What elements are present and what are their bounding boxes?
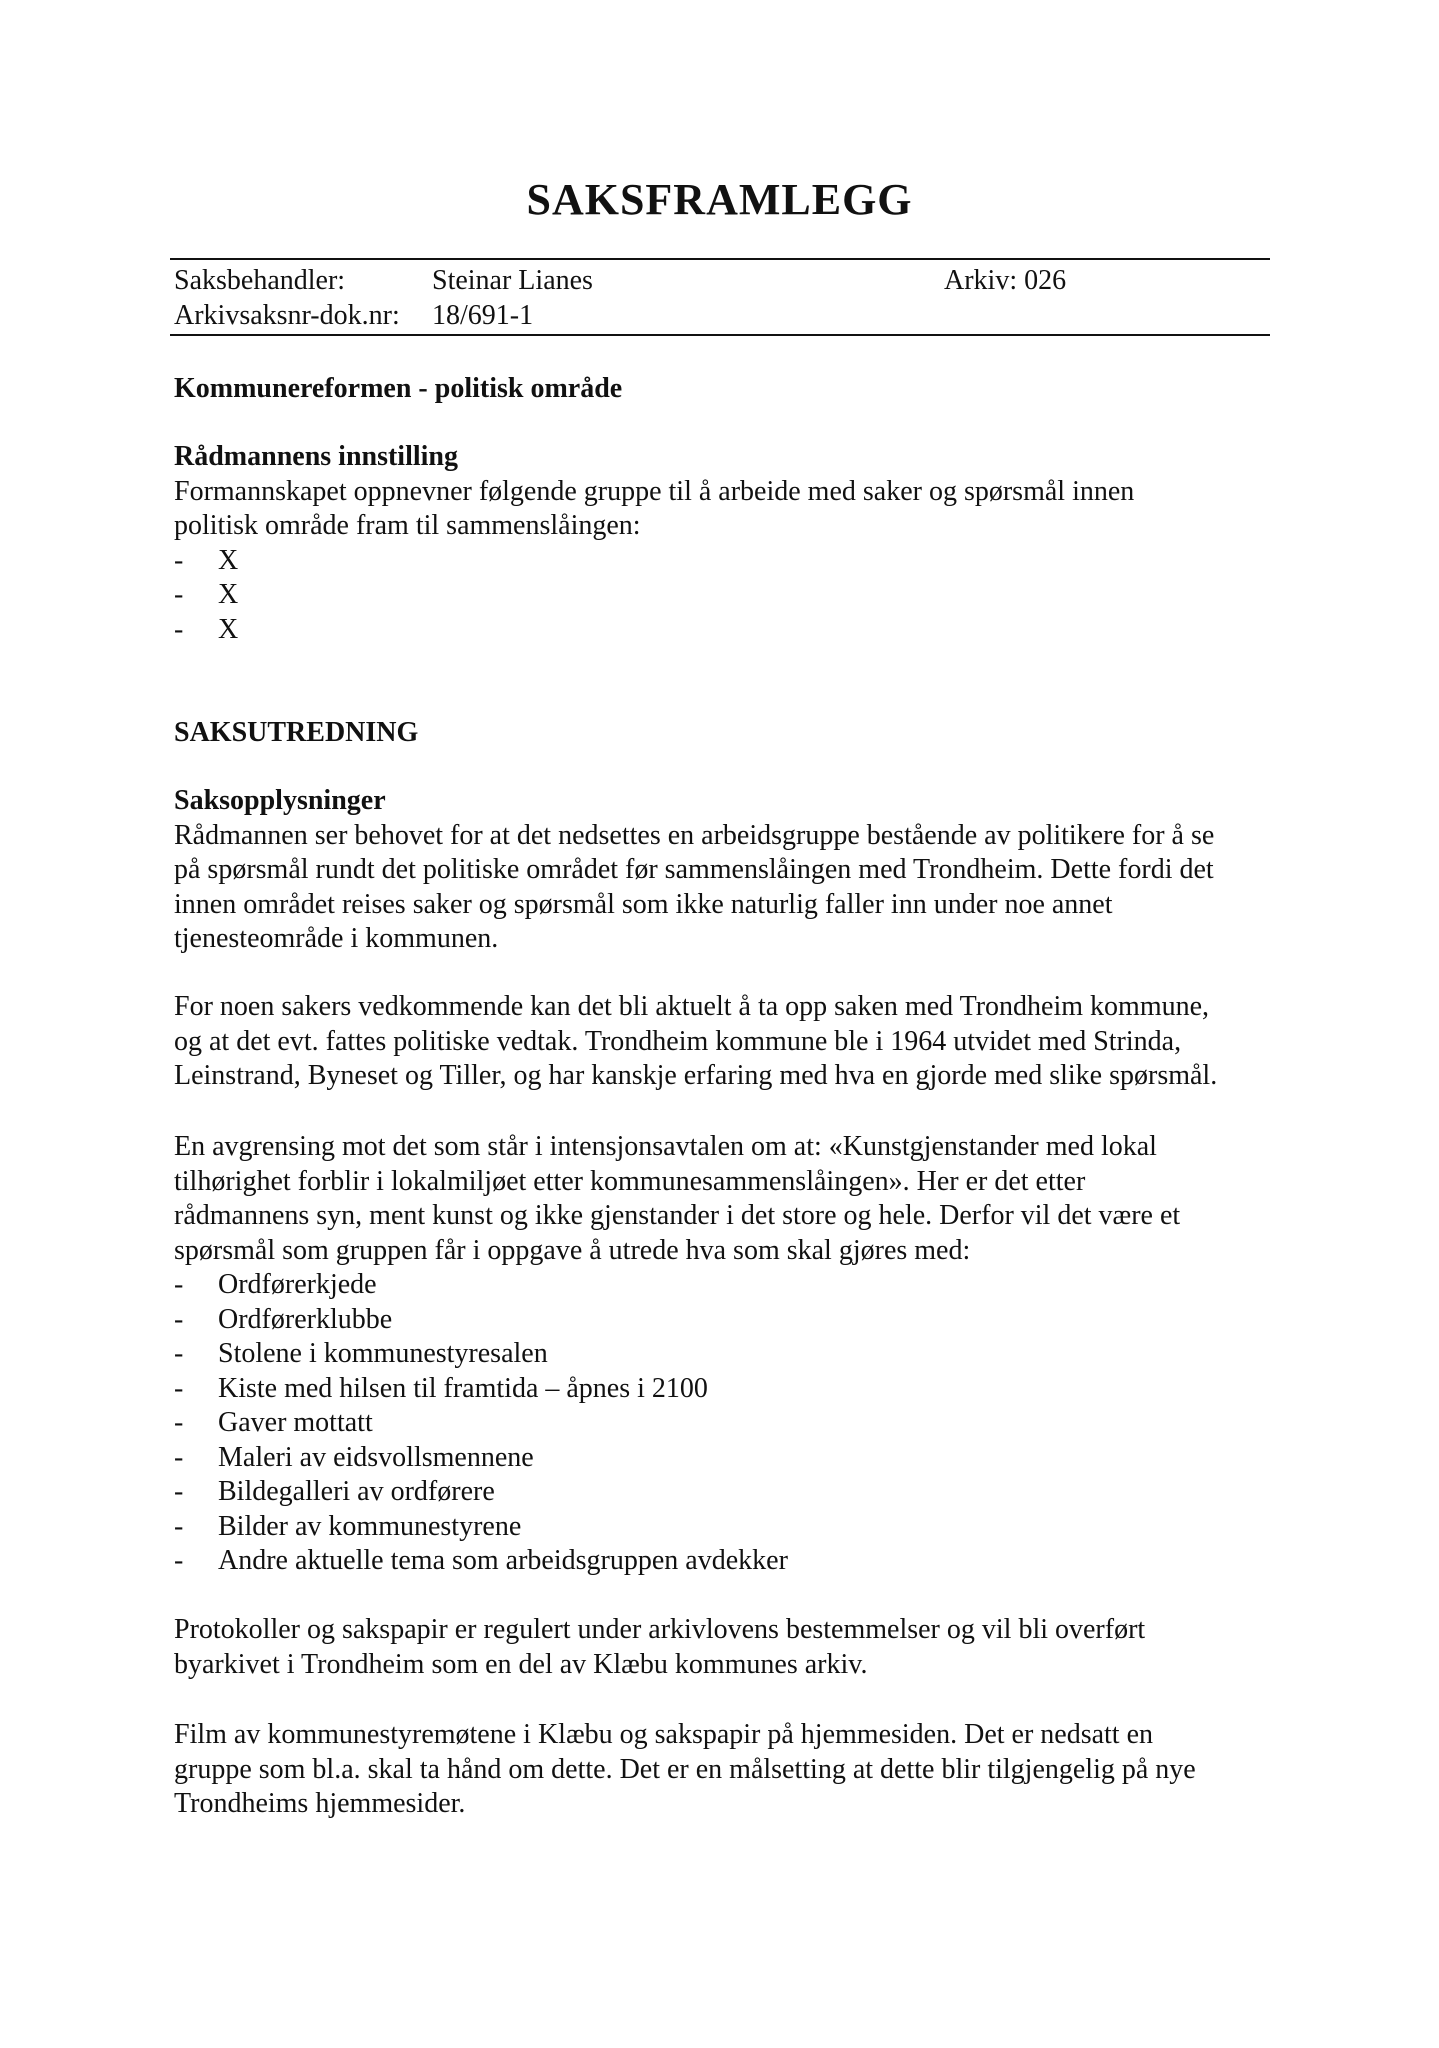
dash-bullet: - — [174, 1372, 184, 1404]
list-item-text: Andre aktuelle tema som arbeidsgruppen avdekker — [218, 1545, 788, 1576]
paragraph-4 — [174, 1613, 1274, 1682]
paragraph-line: innen området reises saker og spørsmål som ikke naturlig faller inn under noe annet — [174, 888, 1113, 920]
paragraph-line: En avgrensing mot det som står i intensjonsavtalen om at: «Kunstgjenstander med lokal — [174, 1131, 1157, 1162]
list-item-text: Bilder av kommunestyrene — [218, 1510, 522, 1542]
saksbehandler-label: Saksbehandler: — [174, 265, 346, 296]
list-item-text: Ordførerkjede — [218, 1269, 377, 1300]
list-item — [174, 1268, 1274, 1303]
paragraph-line: byarkivet i Trondheim som en del av Klæbu kommunes arkiv. — [174, 1648, 868, 1680]
innstilling-heading: Rådmannens innstilling — [174, 441, 458, 472]
member-list — [174, 544, 1274, 648]
dash-bullet: - — [174, 1338, 184, 1369]
list-item-text: Kiste med hilsen til framtida – åpnes i 2100 — [218, 1372, 708, 1404]
list-item-text: Stolene i kommunestyresalen — [218, 1338, 548, 1369]
paragraph-line: Rådmannen ser behovet for at det nedsettes en arbeidsgruppe bestående av politikere for å se — [174, 819, 1215, 851]
list-item — [174, 1372, 1274, 1407]
list-item-text: Ordførerklubbe — [218, 1303, 393, 1335]
item-list — [174, 1268, 1274, 1579]
dash-bullet: - — [174, 1476, 184, 1507]
member-name: X — [218, 544, 239, 576]
list-item — [174, 1337, 1274, 1372]
paragraph-3 — [174, 1130, 1274, 1579]
dash-bullet: - — [174, 544, 184, 576]
dash-bullet: - — [174, 1303, 184, 1335]
paragraph-line: på spørsmål rundt det politiske området før sammenslåingen med Trondheim. Dette fordi det — [174, 854, 1214, 885]
dash-bullet: - — [174, 1510, 184, 1542]
list-item-text: Bildegalleri av ordførere — [218, 1476, 495, 1507]
member-name: X — [218, 613, 239, 645]
list-item — [174, 1475, 1274, 1510]
paragraph-line: Trondheims hjemmesider. — [174, 1788, 466, 1819]
paragraph-line: For noen sakers vedkommende kan det bli aktuelt å ta opp saken med Trondheim kommune, — [174, 991, 1210, 1022]
paragraph-line: Protokoller og sakspapir er regulert under arkivlovens bestemmelser og vil bli overført — [174, 1614, 1146, 1645]
saksutredning-heading: SAKSUTREDNING — [174, 717, 419, 748]
dash-bullet: - — [174, 1545, 184, 1576]
dash-bullet: - — [174, 1269, 184, 1300]
list-item — [174, 1406, 1274, 1441]
saksopplysninger-heading: Saksopplysninger — [174, 785, 386, 816]
paragraph-line: tilhørighet forblir i lokalmiljøet etter kommunesammenslåingen». Her er det etter — [174, 1165, 1086, 1197]
paragraph-line: Film av kommunestyremøtene i Klæbu og sakspapir på hjemmesiden. Det er nedsatt en — [174, 1719, 1154, 1750]
paragraph-line: spørsmål som gruppen får i oppgave å utrede hva som skal gjøres med: — [174, 1234, 971, 1266]
dash-bullet: - — [174, 613, 184, 645]
list-item — [174, 1303, 1274, 1338]
dash-bullet: - — [174, 579, 184, 610]
list-item — [174, 1544, 1274, 1579]
paragraph-line: tjenesteområde i kommunen. — [174, 923, 499, 954]
member-name: X — [218, 579, 239, 610]
arkivsaksnr-value: 18/691-1 — [432, 300, 534, 331]
member-item — [174, 613, 1274, 648]
saksbehandler-value: Steinar Lianes — [432, 265, 593, 296]
dash-bullet: - — [174, 1441, 184, 1473]
innstilling-line: Formannskapet oppnevner følgende gruppe til å arbeide med saker og spørsmål innen — [174, 475, 1135, 507]
list-item — [174, 1510, 1274, 1545]
dash-bullet: - — [174, 1407, 184, 1438]
meta-row-saksbehandler — [174, 263, 1264, 298]
header-bottom-rule — [170, 334, 1270, 336]
subject-heading: Kommunereformen - politisk område — [174, 373, 623, 404]
saksopplysninger-section — [174, 784, 1274, 957]
paragraph-2 — [174, 990, 1274, 1094]
paragraph-line: og at det evt. fattes politiske vedtak. Trondheim kommune ble i 1964 utvidet med Strinda, — [174, 1025, 1182, 1057]
paragraph-line: Leinstrand, Byneset og Tiller, og har kanskje erfaring med hva en gjorde med slike spørsmål. — [174, 1060, 1218, 1091]
meta-block — [174, 263, 1264, 333]
paragraph-line: rådmannens syn, ment kunst og ikke gjenstander i det store og hele. Derfor vil det være et — [174, 1200, 1181, 1231]
list-item-text: Gaver mottatt — [218, 1407, 373, 1438]
member-item — [174, 578, 1274, 613]
member-item — [174, 544, 1274, 579]
innstilling-section — [174, 440, 1274, 647]
list-item — [174, 1441, 1274, 1476]
innstilling-line: politisk område fram til sammenslåingen: — [174, 510, 641, 541]
meta-row-arkivsaksnr — [174, 298, 1264, 333]
arkiv-value: Arkiv: 026 — [944, 265, 1067, 296]
header-top-rule — [170, 258, 1270, 260]
arkivsaksnr-label: Arkivsaksnr-dok.nr: — [174, 300, 400, 331]
paragraph-line: gruppe som bl.a. skal ta hånd om dette. Det er en målsetting at dette blir tilgjengelig på nye — [174, 1753, 1196, 1785]
list-item-text: Maleri av eidsvollsmennene — [218, 1441, 534, 1473]
paragraph-5 — [174, 1718, 1274, 1822]
document-title: SAKSFRAMLEGG — [526, 175, 913, 224]
